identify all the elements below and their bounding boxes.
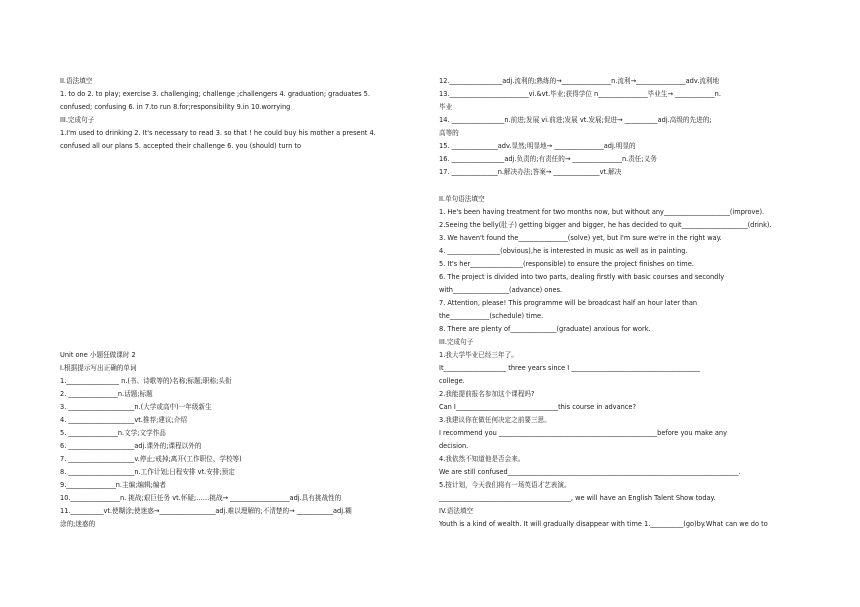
word-item: 15. ______________adv.显然;明显地→ _______________adj.明显的 [439,142,636,150]
grammar-answer-line: confused; confusing 6. in 7.to run 8.for;responsibility 9.in 10.worrying [60,103,291,111]
grammar-question: 8. There are plenty of______________(graduate) anxious for work. [439,325,651,333]
word-item: 16. ________________adj.负责的;有责任的→ _______________n.责任;义务 [439,155,657,163]
word-item: 1.________________ n.(书、诗歌等的)名称;标题;职称;头衔 [60,377,232,385]
left-answers-block [60,75,422,153]
complete-line: decision. [439,442,469,450]
word-item: 6. ____________________adj.课外的;课程以外的 [60,442,202,450]
word-item: 13.________________________vi.&vt.毕业;获得学位 n_______________毕业生→ ____________n. [439,90,721,98]
word-item: 11.__________vt.使糊涂;使迷惑→_________________adj.难以理解的;不清楚的→ ___________adj.糊 [60,507,352,515]
word-item: 2. _______________n.话题;标题 [60,390,153,398]
complete-line: 5.按计划，今天我们将有一场英语才艺表演。 [439,481,571,489]
complete-line: Can I_______________________________this course in advance? [439,403,636,411]
grammar-question: 7. Attention, please! This programme will be broadcast half an hour later than [439,299,698,307]
word-item: 17. ______________n.解决办法;答案→ ______________vt.解决 [439,168,622,176]
complete-line: ________________________________________, we will have an English Talent Show today. [439,494,716,502]
complete-section-heading: III.完成句子 [439,338,474,346]
grammar-section-heading: II.语法填空 [60,77,93,85]
right-words-block [439,75,801,179]
passage-line: Youth is a kind of wealth. It will gradually disappear with time 1.__________(go)by.What can we do to [439,520,768,528]
word-item: 7. ____________________v.停止;戒掉;离开(工作职位、学校等) [60,455,242,463]
complete-answer-line: 1.I'm used to drinking 2. It's necessary to read 3. so that ! he could buy his mother a present 4. [60,129,376,137]
unit-title: Unit one 小题狂做课时 2 [60,351,136,359]
complete-line: college. [439,377,465,385]
complete-line: 1.我大学毕业已经三年了。 [439,351,518,359]
right-grammar-block [439,193,801,336]
grammar-question: 5. It's her________________(responsible) to ensure the project finishes on time. [439,260,694,268]
complete-line: 3.我建议你在做任何决定之前要三思。 [439,416,551,424]
complete-answer-line: confused all our plans 5. accepted their challenge 6. you (should) turn to [60,142,302,150]
complete-line: 4.我依然不知道他是否会来。 [439,455,525,463]
word-item: 毕业 [439,103,453,111]
grammar-question: 1. He's been having treatment for two months now, but without any____________________(improve). [439,208,765,216]
grammar-question: 3. We haven't found the_______________(solve) yet, but I'm sure we're in the right way. [439,234,722,242]
grammar-question: with_________________(advance) ones. [439,286,563,294]
complete-line: I recommend you ________________________________________________before you make any [439,429,727,437]
word-item: 3. ____________________n.(大学或高中)一年级新生 [60,403,212,411]
grammar-question: 6. The project is divided into two parts, dealing firstly with basic courses and secondly [439,273,725,281]
complete-line: It___________________ three years since I _______________________________________ [439,364,700,372]
word-item: 9._______________n.主编;编辑;编者 [60,481,167,489]
single-grammar-heading: II.单句语法填空 [439,195,485,203]
grammar-question: the____________(schedule) time. [439,312,544,320]
word-item: 10._______________n. 挑战;艰巨任务 vt.怀疑;……挑战→ __________________adj.具有挑战性的 [60,494,342,502]
complete-line: 2.我能提前报名参加这个课程吗? [439,390,535,398]
grammar-fill-heading: IV.语法填空 [439,507,474,515]
word-item: 5. _______________n.文学;文学作品 [60,429,166,437]
word-item: 8. ____________________n.工作计划;日程安排 vt.安排;预定 [60,468,235,476]
grammar-question: 2.Seeing the belly(肚子) getting bigger and bigger, he has decided to quit____________________(drink). [439,221,772,229]
complete-section-heading: III.完成句子 [60,116,95,124]
words-section-heading: I.根据提示写出正确的单词 [60,364,137,372]
word-item: 高等的 [439,129,459,137]
right-complete-block [439,336,801,531]
grammar-question: 4. ________________(obvious),he is interested in music as well as in painting. [439,247,688,255]
left-worksheet-block [60,349,422,531]
word-item: 12.________________adj.流利的;熟练的→_______________n.流利→_______________adv.流利地 [439,77,720,85]
grammar-answer-line: 1. to do 2. to play; exercise 3. challenging; challenge ;challengers 4. graduation; graduates 5. [60,90,370,98]
word-item: 14. ________________n.前进;发展 vi.前进;发展 vt.发展;促进→ __________adj.高级的先进的; [439,116,712,124]
word-item: 4. ____________________vt.推荐;建议;介绍 [60,416,187,424]
word-item: 涂的;迷惑的 [60,520,96,528]
complete-line: We are still confused______________________________________________________________________. [439,468,741,476]
